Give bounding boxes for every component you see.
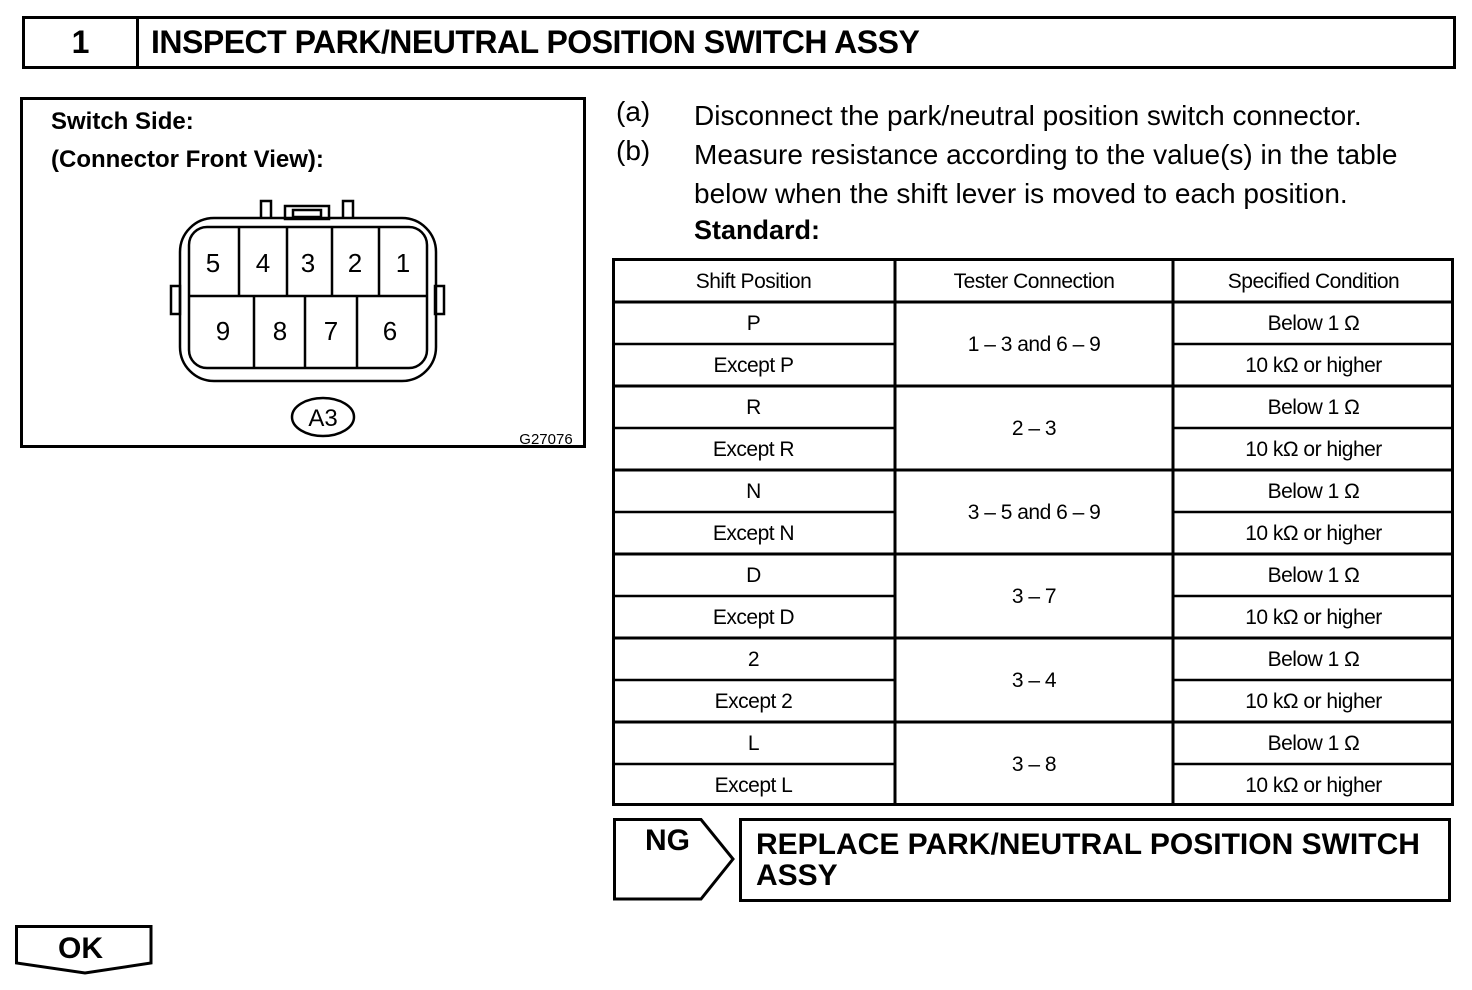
header-shift-position: Shift Position <box>695 270 812 293</box>
table-cell-condition: Below 1 Ω <box>1267 396 1360 419</box>
ng-action-box <box>739 818 1451 902</box>
table-cell-condition: 10 kΩ or higher <box>1245 522 1382 545</box>
table-cell-position: Except N <box>712 522 795 545</box>
table-cell-condition: 10 kΩ or higher <box>1245 438 1382 461</box>
standard-label: Standard: <box>694 215 821 245</box>
figure-label-front-view: (Connector Front View): <box>51 146 324 173</box>
table-cell-position: P <box>746 312 761 335</box>
figure-code: G27076 <box>519 431 573 445</box>
table-cell-connection: 3 – 4 <box>1011 669 1057 692</box>
table-cell-position: Except L <box>714 774 793 797</box>
step-number: 1 <box>25 19 139 66</box>
pin-8: 8 <box>272 316 288 346</box>
table-cell-condition: Below 1 Ω <box>1267 732 1360 755</box>
table-cell-connection: 3 – 8 <box>1011 753 1057 776</box>
table-cell-position: R <box>746 396 761 419</box>
pin-2: 2 <box>347 248 363 278</box>
header-tester-connection: Tester Connection <box>953 270 1115 293</box>
table-cell-condition: 10 kΩ or higher <box>1245 354 1382 377</box>
table-cell-condition: Below 1 Ω <box>1267 648 1360 671</box>
table-cell-connection: 3 – 7 <box>1011 585 1057 608</box>
table-cell-condition: 10 kΩ or higher <box>1245 774 1382 797</box>
instruction-b-text-line2: below when the shift lever is moved to each position. <box>694 178 1348 209</box>
pin-9: 9 <box>215 316 231 346</box>
connector-figure <box>20 97 586 448</box>
connector-id: A3 <box>308 405 338 432</box>
ng-branch-button[interactable] <box>613 818 735 907</box>
table-cell-connection: 3 – 5 and 6 – 9 <box>967 501 1101 524</box>
pin-1: 1 <box>395 248 411 278</box>
step-title: INSPECT PARK/NEUTRAL POSITION SWITCH ASSY <box>151 24 920 60</box>
table-cell-connection: 1 – 3 and 6 – 9 <box>967 333 1101 356</box>
pin-5: 5 <box>205 248 221 278</box>
ok-label: OK <box>58 932 103 965</box>
instruction-b-letter: (b) <box>616 135 651 166</box>
table-cell-condition: 10 kΩ or higher <box>1245 606 1382 629</box>
table-cell-condition: Below 1 Ω <box>1267 564 1360 587</box>
figure-label-switch-side: Switch Side: <box>51 108 194 135</box>
table-cell-position: D <box>746 564 761 587</box>
table-cell-position: Except 2 <box>714 690 793 713</box>
instruction-a-text: Disconnect the park/neutral position switch connector. <box>694 100 1362 131</box>
spec-table <box>612 258 1454 806</box>
instruction-b-text-line1: Measure resistance according to the value(s) in the table <box>694 139 1398 170</box>
table-cell-position: N <box>746 480 761 503</box>
instruction-a-letter: (a) <box>616 96 651 127</box>
ng-action-line1: REPLACE PARK/NEUTRAL POSITION SWITCH <box>756 828 1420 861</box>
step-header <box>22 16 1456 69</box>
table-cell-condition: 10 kΩ or higher <box>1245 690 1382 713</box>
ng-label: NG <box>645 824 690 857</box>
table-cell-position: Except D <box>712 606 795 629</box>
pin-7: 7 <box>323 316 339 346</box>
ng-action-line2: ASSY <box>756 859 838 892</box>
table-cell-connection: 2 – 3 <box>1011 417 1057 440</box>
table-cell-position: L <box>747 732 760 755</box>
pin-4: 4 <box>255 248 271 278</box>
table-cell-position: 2 <box>747 648 760 671</box>
connector-diagram <box>23 100 583 445</box>
ok-branch-button[interactable] <box>15 925 155 980</box>
pin-6: 6 <box>382 316 398 346</box>
table-cell-position: Except R <box>712 438 795 461</box>
header-specified-condition: Specified Condition <box>1227 270 1400 293</box>
pin-3: 3 <box>300 248 316 278</box>
table-cell-condition: Below 1 Ω <box>1267 312 1360 335</box>
table-cell-condition: Below 1 Ω <box>1267 480 1360 503</box>
table-cell-position: Except P <box>713 354 794 377</box>
